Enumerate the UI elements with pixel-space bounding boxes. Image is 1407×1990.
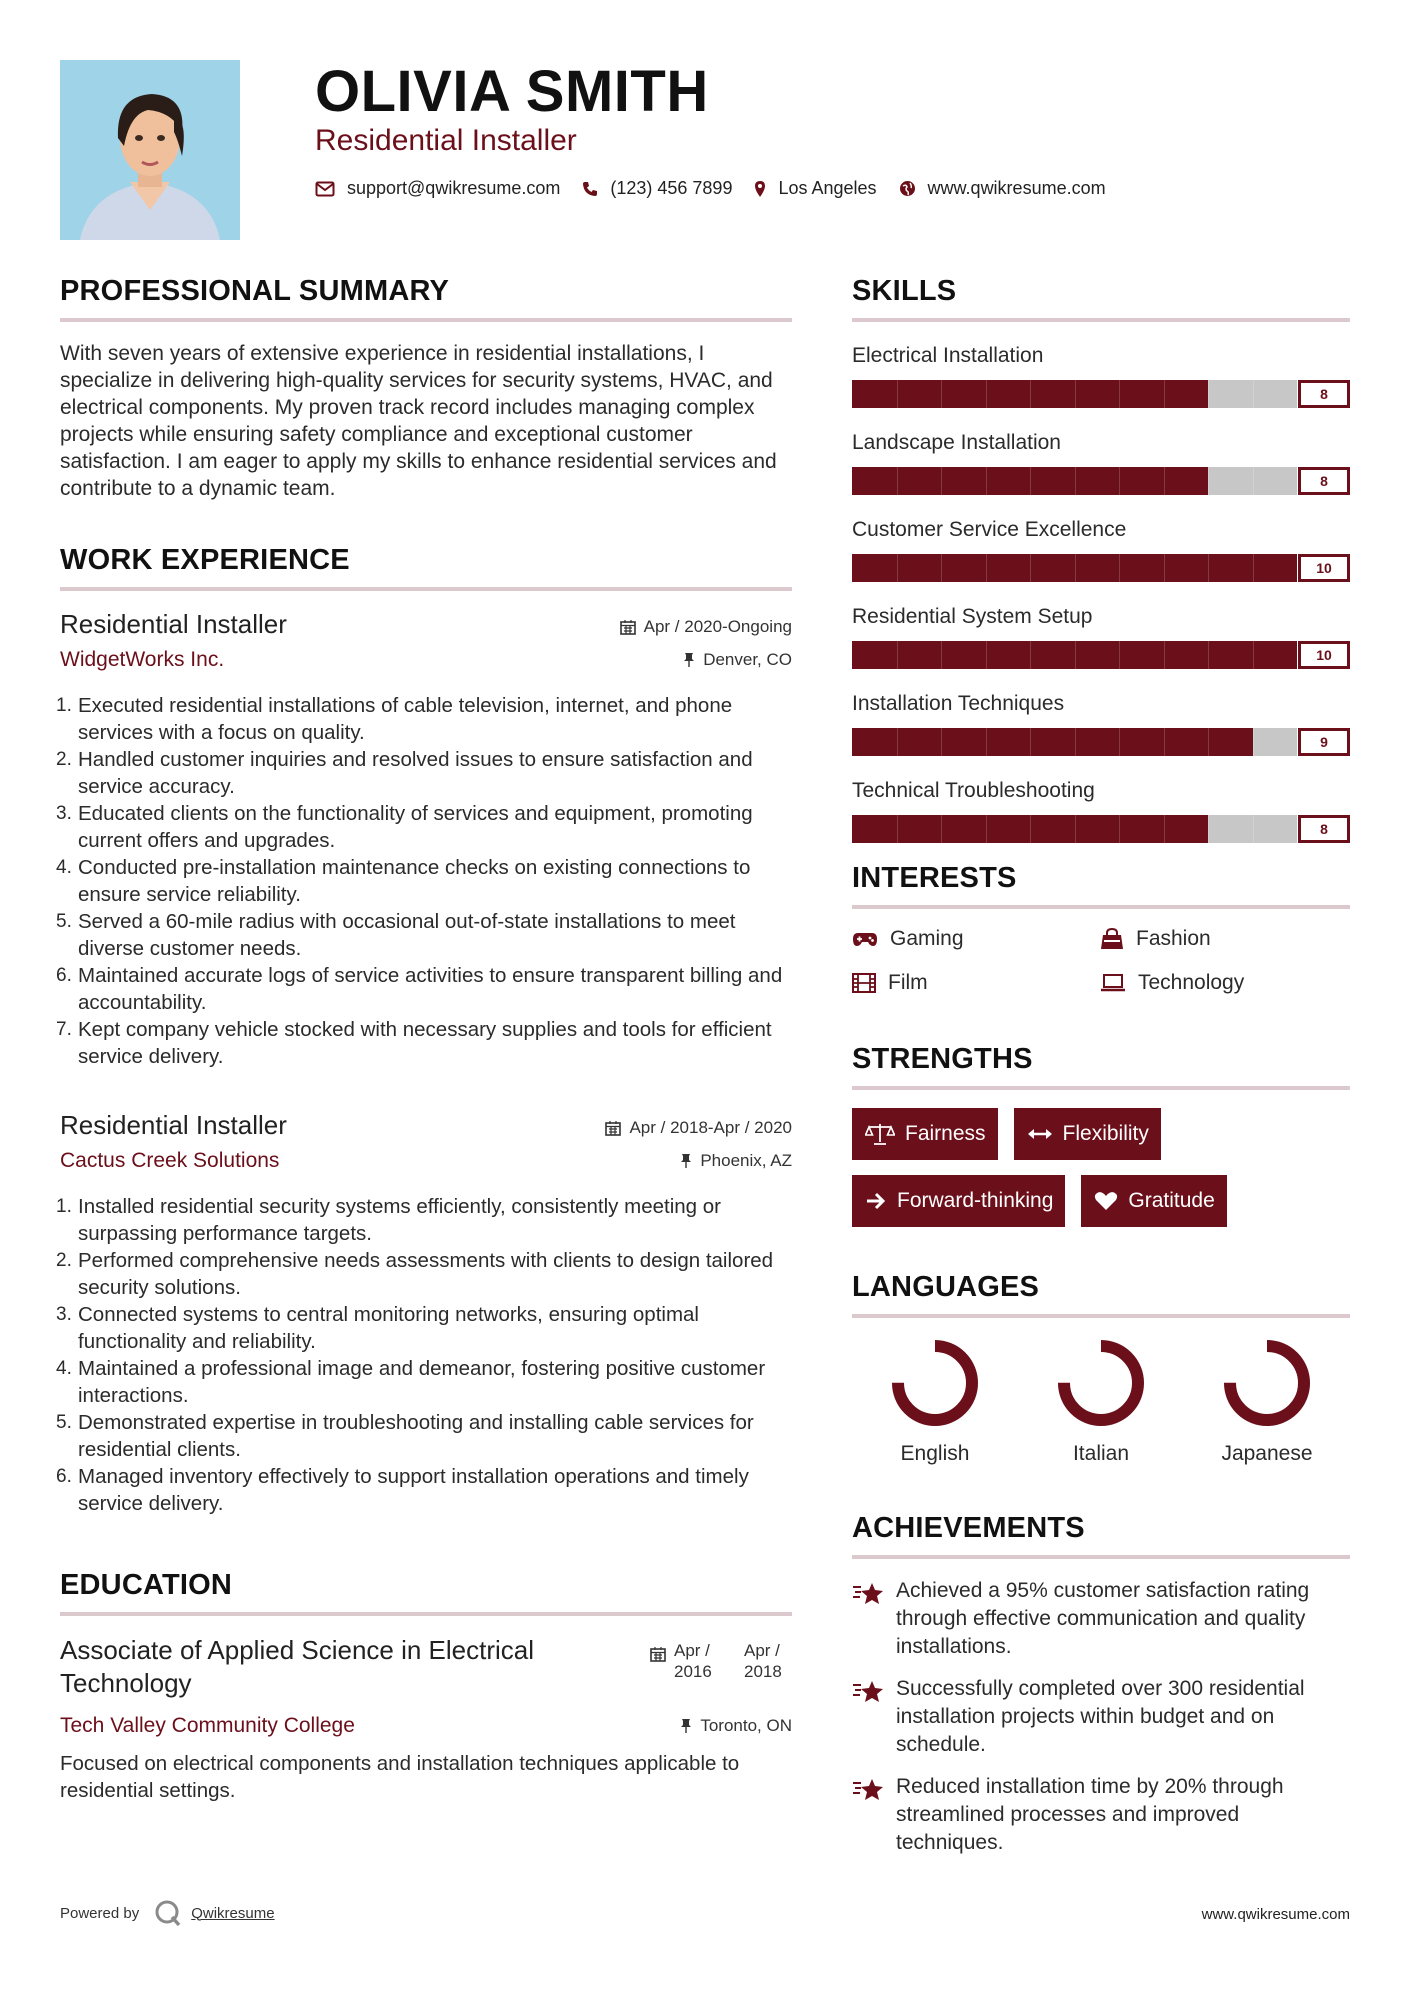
- skill-bar-segment: [1030, 728, 1031, 756]
- skill-bar-segment: [897, 467, 898, 495]
- list-item: 1. Executed residential installations of cable television, internet, and phone services with a focus on quality.: [56, 694, 733, 744]
- skill-bar-segment: [941, 380, 942, 408]
- skill-bar-segment: [1208, 815, 1209, 843]
- profile-photo: [60, 60, 240, 240]
- skill-bar-segment: [986, 380, 987, 408]
- school-location-text: Toronto, ON: [700, 1716, 792, 1735]
- language-level-arc: [1230, 1346, 1304, 1420]
- skill-bar: [852, 815, 1350, 843]
- skill-bar-segment: [897, 641, 898, 669]
- skill-bar: [852, 380, 1350, 408]
- contact-phone[interactable]: [582, 178, 732, 199]
- shooting-star-icon: [852, 1679, 884, 1705]
- job-title: Residential Installer: [60, 609, 287, 639]
- job-entry: [56, 1110, 792, 1517]
- skill-bar-segment: [941, 728, 942, 756]
- skill-bar-segment: [1030, 380, 1031, 408]
- summary-text: With seven years of extensive experience in residential installations, I specialize in delivering high-quality services for security systems, HVAC, and electrical components. My proven track record includes managing complex projects while ensuring safety compliance and exceptional customer satisfaction. I am eager to apply my skills to enhance residential services and contribute to a dynamic team.: [60, 342, 777, 500]
- skill-item: [852, 775, 1350, 843]
- job-location-text: Denver, CO: [703, 650, 792, 669]
- skill-bar-segment: [941, 554, 942, 582]
- skill-bar-segment: [1030, 815, 1031, 843]
- pushpin-icon: [683, 652, 695, 668]
- strengths-list: [852, 1108, 1350, 1227]
- language-item: [852, 1336, 1018, 1466]
- list-item: 5. Demonstrated expertise in troubleshooting and installing cable services for residential clients.: [56, 1411, 754, 1461]
- strength-badge: Fairness: [852, 1108, 998, 1160]
- skill-bar-segment: [1119, 728, 1120, 756]
- job-date: [620, 617, 792, 637]
- skill-bar: [852, 467, 1350, 495]
- skill-score: 8: [1298, 467, 1350, 495]
- skill-bar-segment: [941, 467, 942, 495]
- skill-bar-segment: [897, 380, 898, 408]
- language-level-arc: [1064, 1346, 1138, 1420]
- achievement-item: Successfully completed over 300 residential installation projects within budget and on schedule.: [852, 1675, 1350, 1759]
- skill-bar-segment: [1030, 467, 1031, 495]
- candidate-title: Residential Installer: [315, 124, 577, 157]
- strength-badge: Flexibility: [1014, 1108, 1161, 1160]
- skill-bar-segment: [1253, 815, 1254, 843]
- list-item: 3. Educated clients on the functionality of services and equipment, promoting current offers and upgrades.: [56, 802, 753, 852]
- language-level-ring: [1220, 1336, 1314, 1430]
- skill-bar-track: [852, 728, 1297, 756]
- powered-by-text: Powered by: [60, 1904, 140, 1922]
- summary-heading: PROFESSIONAL SUMMARY: [60, 275, 792, 322]
- footer-powered-by: [60, 1898, 275, 1928]
- skill-bar-track: [852, 380, 1297, 408]
- skill-bar-segment: [1119, 467, 1120, 495]
- skill-bar-segment: [897, 815, 898, 843]
- skill-score: 8: [1298, 815, 1350, 843]
- heart-icon: [1094, 1191, 1118, 1211]
- pushpin-icon: [680, 1718, 692, 1734]
- skill-bar-segment: [1208, 467, 1209, 495]
- strengths-heading: STRENGTHS: [852, 1043, 1350, 1090]
- candidate-name: OLIVIA SMITH: [315, 59, 709, 124]
- arrows-horizontal-icon: [1027, 1127, 1053, 1141]
- language-name: English: [900, 1442, 970, 1465]
- skill-bar-segment: [897, 728, 898, 756]
- skill-bar-segment: [1253, 728, 1254, 756]
- interests-heading: INTERESTS: [852, 862, 1350, 909]
- contact-website[interactable]: [899, 178, 1106, 199]
- calendar-icon: [650, 1646, 666, 1662]
- skill-bar-segment: [1164, 641, 1165, 669]
- skill-bar-segment: [1030, 554, 1031, 582]
- skill-bar-segment: [1208, 641, 1209, 669]
- list-item: 5. Served a 60-mile radius with occasional out-of-state installations to meet diverse customer needs.: [56, 910, 736, 960]
- skill-bar-segment: [1164, 467, 1165, 495]
- phone-icon: [582, 181, 598, 197]
- job-location-text: Phoenix, AZ: [700, 1151, 792, 1170]
- skill-bar-track: [852, 641, 1297, 669]
- skill-bar-segment: [1119, 815, 1120, 843]
- language-item: [1018, 1336, 1184, 1466]
- phone-text: (123) 456 7899: [610, 178, 733, 198]
- skill-bar-segment: [1208, 554, 1209, 582]
- skill-name: Installation Techniques: [852, 692, 1065, 715]
- skill-score: 10: [1298, 554, 1350, 582]
- skill-bar-segment: [1075, 380, 1076, 408]
- pushpin-icon: [680, 1153, 692, 1169]
- skill-bar-segment: [986, 728, 987, 756]
- experience-heading: WORK EXPERIENCE: [60, 544, 792, 591]
- skill-bar-segment: [1164, 815, 1165, 843]
- list-item: 1. Installed residential security systems efficiently, consistently meeting or surpassing performance targets.: [56, 1195, 721, 1245]
- skill-bar-segment: [1075, 641, 1076, 669]
- skill-item: [852, 514, 1350, 582]
- skill-bar-segment: [1208, 728, 1209, 756]
- skill-bar-segment: [986, 815, 987, 843]
- language-item: [1184, 1336, 1350, 1466]
- skill-bar-segment: [1119, 641, 1120, 669]
- education-dates: [650, 1640, 792, 1682]
- language-name: Italian: [1072, 1442, 1130, 1465]
- skill-bar-segment: [986, 467, 987, 495]
- interest-fashion: Fashion: [1100, 927, 1350, 951]
- list-item: 7. Kept company vehicle stocked with necessary supplies and tools for efficient service delivery.: [56, 1018, 772, 1068]
- skill-name: Electrical Installation: [852, 344, 1044, 367]
- footer-website[interactable]: www.qwikresume.com: [1201, 1906, 1350, 1923]
- contact-location: [754, 178, 876, 199]
- skill-bar-segment: [941, 815, 942, 843]
- right-column: [852, 275, 1350, 1871]
- skill-bar-segment: [1164, 380, 1165, 408]
- skill-bar-segment: [1253, 467, 1254, 495]
- skill-bar-track: [852, 467, 1297, 495]
- avatar-illustration: [60, 60, 240, 240]
- shooting-star-icon: [852, 1777, 884, 1803]
- arrow-right-icon: [865, 1191, 887, 1211]
- skill-bar-track: [852, 815, 1297, 843]
- shopping-bag-icon: [1100, 928, 1124, 950]
- achievements-heading: ACHIEVEMENTS: [852, 1512, 1350, 1559]
- shooting-star-icon: [852, 1581, 884, 1607]
- achievements-list: [852, 1577, 1350, 1857]
- list-item: 2. Performed comprehensive needs assessments with clients to design tailored security solutions.: [56, 1249, 774, 1299]
- calendar-icon: [605, 1120, 621, 1136]
- languages-heading: LANGUAGES: [852, 1271, 1350, 1318]
- skill-bar-segment: [986, 554, 987, 582]
- balance-scale-icon: [865, 1123, 895, 1145]
- skill-bar: [852, 728, 1350, 756]
- job-entry: [56, 609, 792, 1070]
- skill-bar-segment: [1253, 641, 1254, 669]
- list-item: 4. Maintained a professional image and demeanor, fostering positive customer interactions.: [56, 1357, 766, 1407]
- map-marker-icon: [754, 180, 766, 198]
- skill-name: Landscape Installation: [852, 431, 1061, 454]
- list-item: 2. Handled customer inquiries and resolved issues to ensure satisfaction and service accuracy.: [56, 748, 753, 798]
- strength-badge: Gratitude: [1081, 1175, 1226, 1227]
- skill-bar-segment: [941, 641, 942, 669]
- job-date-text: Apr / 2020-Ongoing: [643, 617, 792, 636]
- skill-bar-segment: [1119, 554, 1120, 582]
- film-icon: [852, 973, 876, 993]
- skill-bar-segment: [1119, 380, 1120, 408]
- skill-bar-segment: [1075, 554, 1076, 582]
- language-name: Japanese: [1221, 1442, 1313, 1465]
- education-heading: EDUCATION: [60, 1569, 792, 1616]
- laptop-icon: [1100, 974, 1126, 992]
- contact-bar: [315, 178, 1128, 199]
- location-text: Los Angeles: [778, 178, 877, 198]
- skill-name: Customer Service Excellence: [852, 518, 1127, 541]
- degree-title: Associate of Applied Science in Electrical Technology: [60, 1635, 535, 1698]
- qwikresume-logo-icon: [153, 1898, 183, 1928]
- strength-badge: Forward-thinking: [852, 1175, 1065, 1227]
- skill-bar-fill: [852, 728, 1253, 756]
- language-level-ring: [888, 1336, 982, 1430]
- skill-item: [852, 427, 1350, 495]
- achievement-item: Reduced installation time by 20% through streamlined processes and improved techniques.: [852, 1773, 1350, 1857]
- company-name: WidgetWorks Inc.: [60, 648, 225, 671]
- skill-bar-segment: [1253, 554, 1254, 582]
- job-date-text: Apr / 2018-Apr / 2020: [629, 1118, 792, 1137]
- job-location: [680, 1151, 792, 1171]
- skill-bar-segment: [897, 554, 898, 582]
- education-description: Focused on electrical components and installation techniques applicable to residential settings.: [60, 1752, 740, 1802]
- list-item: 4. Conducted pre-installation maintenance checks on existing connections to ensure service reliability.: [56, 856, 751, 906]
- skill-bar: [852, 554, 1350, 582]
- skill-name: Technical Troubleshooting: [852, 779, 1095, 802]
- interests-grid: [852, 927, 1350, 995]
- company-name: Cactus Creek Solutions: [60, 1149, 280, 1172]
- school-location: [680, 1716, 792, 1736]
- left-column: [56, 275, 792, 1804]
- gamepad-icon: [852, 930, 878, 948]
- website-text: www.qwikresume.com: [927, 178, 1106, 198]
- skill-bar-segment: [1075, 728, 1076, 756]
- interest-technology: Technology: [1100, 971, 1350, 995]
- calendar-icon: [620, 619, 636, 635]
- email-text: support@qwikresume.com: [347, 178, 561, 198]
- achievement-item: Achieved a 95% customer satisfaction rating through effective communication and quality installations.: [852, 1577, 1350, 1661]
- skill-bar-track: [852, 554, 1297, 582]
- skills-heading: SKILLS: [852, 275, 1350, 322]
- skill-bar-segment: [1075, 467, 1076, 495]
- skill-score: 9: [1298, 728, 1350, 756]
- skill-bar-segment: [1164, 554, 1165, 582]
- list-item: 3. Connected systems to central monitoring networks, ensuring optimal functionality and reliability.: [56, 1303, 699, 1353]
- skill-name: Residential System Setup: [852, 605, 1093, 628]
- skill-item: [852, 688, 1350, 756]
- skill-bar-segment: [986, 641, 987, 669]
- languages-list: [852, 1336, 1350, 1466]
- language-level-arc: [898, 1346, 972, 1420]
- interest-gaming: Gaming: [852, 927, 1100, 951]
- envelope-icon: [315, 181, 335, 197]
- skill-item: [852, 340, 1350, 408]
- list-item: 6. Managed inventory effectively to support installation operations and timely service delivery.: [56, 1465, 749, 1515]
- globe-icon: [899, 180, 916, 197]
- qwikresume-link[interactable]: Qwikresume: [191, 1904, 275, 1922]
- skill-item: [852, 601, 1350, 669]
- skill-bar-segment: [1030, 641, 1031, 669]
- language-level-ring: [1054, 1336, 1148, 1430]
- job-date: [605, 1118, 792, 1138]
- school-name: Tech Valley Community College: [60, 1714, 355, 1737]
- skills-list: [852, 340, 1350, 843]
- job-location: [683, 650, 792, 670]
- skill-score: 8: [1298, 380, 1350, 408]
- job-bullets: [56, 692, 792, 1070]
- skill-bar-segment: [1208, 380, 1209, 408]
- education-start-date: Apr / 2016: [674, 1641, 712, 1681]
- contact-email[interactable]: [315, 178, 560, 199]
- job-title: Residential Installer: [60, 1110, 287, 1140]
- skill-bar-segment: [1253, 380, 1254, 408]
- skill-bar-segment: [1075, 815, 1076, 843]
- skill-bar: [852, 641, 1350, 669]
- skill-bar-segment: [1164, 728, 1165, 756]
- list-item: 6. Maintained accurate logs of service activities to ensure transparent billing and accountability.: [56, 964, 783, 1014]
- education-end-date: Apr / 2018: [744, 1641, 782, 1681]
- skill-score: 10: [1298, 641, 1350, 669]
- job-bullets: [56, 1193, 792, 1517]
- interest-film: Film: [852, 971, 1100, 995]
